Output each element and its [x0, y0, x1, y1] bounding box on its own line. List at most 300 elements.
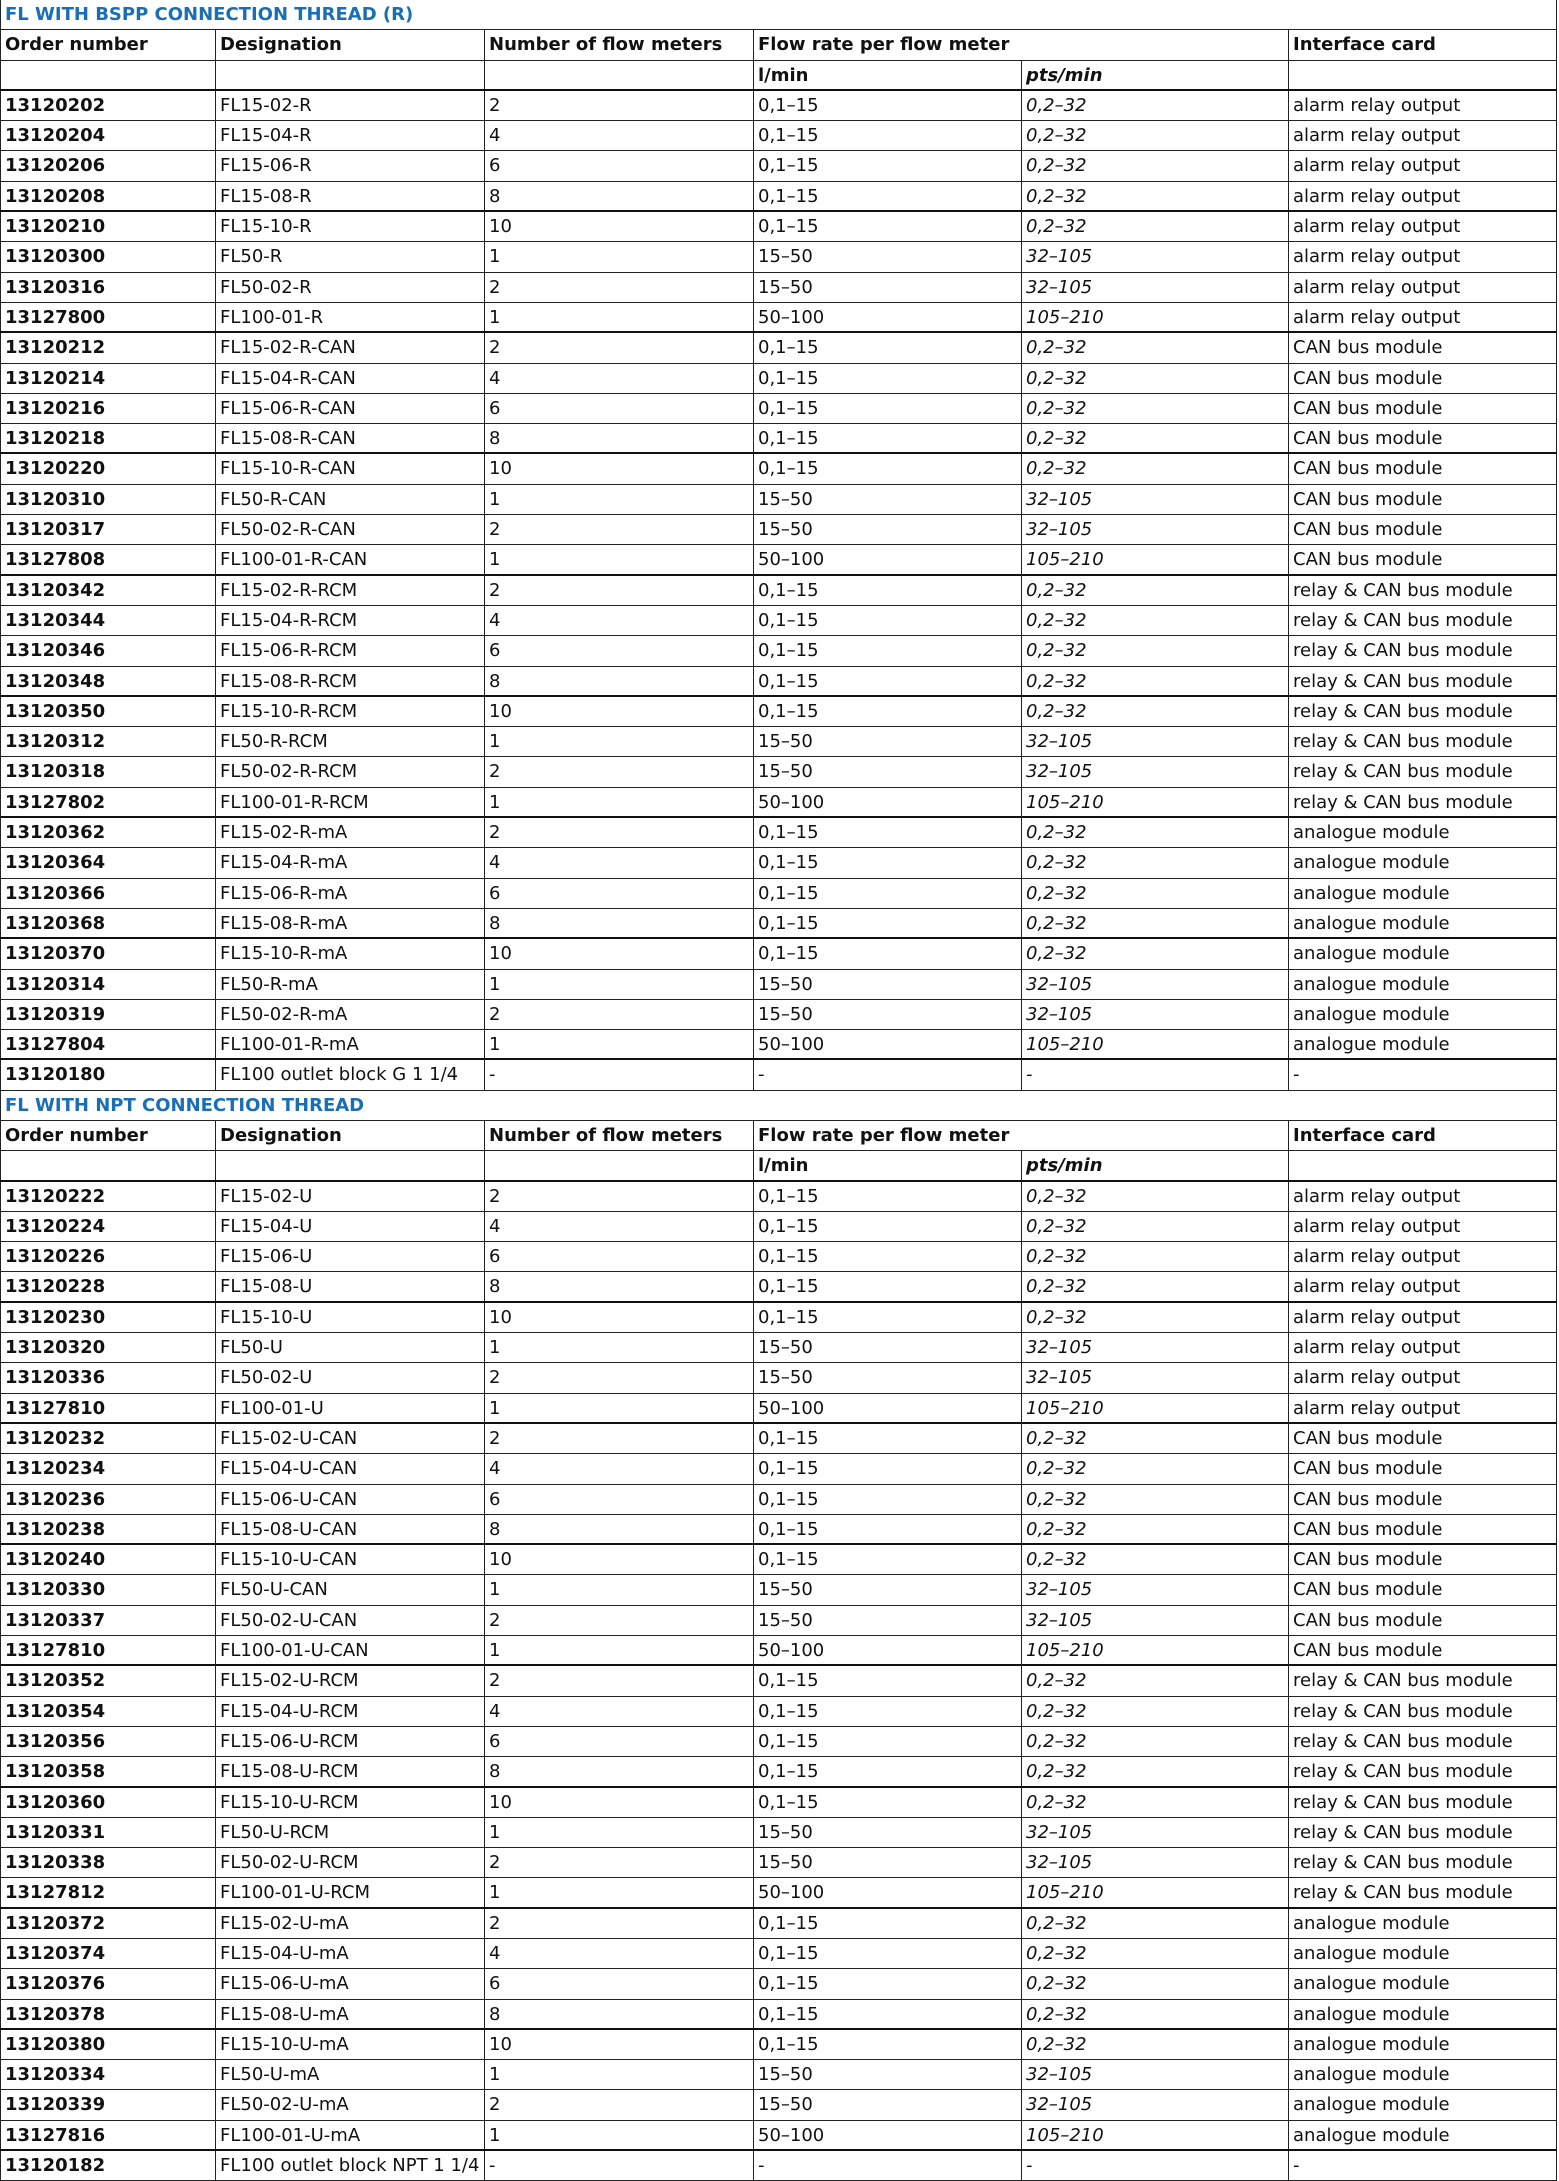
designation: FL15-04-U-mA — [216, 1939, 485, 1968]
interface-card: CAN bus module — [1289, 515, 1557, 544]
interface-card: relay & CAN bus module — [1289, 697, 1557, 726]
flow-meter-count: 4 — [485, 1697, 754, 1726]
order-number: 13120362 — [0, 818, 216, 847]
flow-rate-pts: 0,2–32 — [1022, 1909, 1289, 1938]
order-number: 13120314 — [0, 970, 216, 999]
designation: FL50-02-U-mA — [216, 2090, 485, 2119]
col-header-designation: Designation — [216, 1121, 485, 1150]
designation: FL15-02-U-mA — [216, 1909, 485, 1938]
unit-empty — [485, 1151, 754, 1179]
interface-card: relay & CAN bus module — [1289, 1697, 1557, 1726]
flow-rate-lmin: 15–50 — [754, 1848, 1022, 1877]
flow-rate-lmin: 0,1–15 — [754, 1909, 1022, 1938]
flow-meter-count: 2 — [485, 333, 754, 362]
table-row — [0, 2030, 1557, 2060]
flow-meter-count: 2 — [485, 273, 754, 302]
table-row — [0, 273, 1557, 303]
designation: FL50-U — [216, 1333, 485, 1362]
flow-rate-lmin: 0,1–15 — [754, 1242, 1022, 1271]
interface-card: analogue module — [1289, 2000, 1557, 2028]
flow-rate-pts: 0,2–32 — [1022, 1545, 1289, 1574]
flow-rate-pts: 0,2–32 — [1022, 151, 1289, 180]
flow-rate-pts: 0,2–32 — [1022, 1303, 1289, 1332]
designation: FL50-R-mA — [216, 970, 485, 999]
designation: FL15-02-R — [216, 91, 485, 120]
interface-card: relay & CAN bus module — [1289, 1788, 1557, 1817]
designation: FL15-10-U — [216, 1303, 485, 1332]
order-number: 13120300 — [0, 242, 216, 271]
flow-rate-pts: 0,2–32 — [1022, 1182, 1289, 1211]
designation: FL15-10-R — [216, 212, 485, 241]
table-row — [0, 939, 1557, 969]
flow-rate-lmin: 50–100 — [754, 1636, 1022, 1664]
flow-rate-lmin: 15–50 — [754, 242, 1022, 271]
order-number: 13120364 — [0, 848, 216, 877]
flow-rate-lmin: 0,1–15 — [754, 606, 1022, 635]
flow-rate-lmin: 0,1–15 — [754, 939, 1022, 968]
flow-rate-lmin: 0,1–15 — [754, 91, 1022, 120]
flow-rate-pts: 0,2–32 — [1022, 91, 1289, 120]
flow-meter-count: 8 — [485, 909, 754, 937]
interface-card: analogue module — [1289, 848, 1557, 877]
flow-rate-pts: 32–105 — [1022, 970, 1289, 999]
order-number: 13120212 — [0, 333, 216, 362]
flow-rate-lmin: 0,1–15 — [754, 697, 1022, 726]
table-row — [0, 1697, 1557, 1727]
flow-rate-pts: 32–105 — [1022, 2060, 1289, 2089]
flow-meter-count: 6 — [485, 1969, 754, 1998]
flow-meter-count: 10 — [485, 1788, 754, 1817]
table-row — [0, 970, 1557, 1000]
flow-meter-count: 6 — [485, 1485, 754, 1514]
flow-rate-lmin: 50–100 — [754, 303, 1022, 331]
header-row — [0, 30, 1557, 60]
flow-rate-lmin: 15–50 — [754, 1818, 1022, 1847]
designation: FL15-02-R-CAN — [216, 333, 485, 362]
flow-meter-count: 1 — [485, 242, 754, 271]
flow-rate-pts: - — [1022, 2151, 1289, 2180]
flow-rate-pts: 0,2–32 — [1022, 1697, 1289, 1726]
order-number: 13120336 — [0, 1363, 216, 1392]
flow-rate-lmin: 15–50 — [754, 970, 1022, 999]
interface-card: alarm relay output — [1289, 1182, 1557, 1211]
flow-meter-count: 10 — [485, 1303, 754, 1332]
designation: FL50-R — [216, 242, 485, 271]
flow-meter-count: 4 — [485, 848, 754, 877]
flow-meter-count: 10 — [485, 697, 754, 726]
interface-card: alarm relay output — [1289, 1363, 1557, 1392]
flow-rate-lmin: 0,1–15 — [754, 1666, 1022, 1695]
interface-card: CAN bus module — [1289, 1606, 1557, 1635]
flow-meter-count: 1 — [485, 303, 754, 331]
flow-meter-count: 4 — [485, 364, 754, 393]
flow-meter-count: 10 — [485, 2030, 754, 2059]
flow-rate-pts: - — [1022, 1060, 1289, 1089]
flow-rate-pts: 105–210 — [1022, 1394, 1289, 1422]
order-number: 13120354 — [0, 1697, 216, 1726]
interface-card: - — [1289, 2151, 1557, 2180]
flow-rate-pts: 32–105 — [1022, 1818, 1289, 1847]
flow-rate-lmin: 0,1–15 — [754, 636, 1022, 665]
flow-rate-lmin: 50–100 — [754, 788, 1022, 816]
designation: FL100-01-R-mA — [216, 1030, 485, 1058]
flow-rate-lmin: 0,1–15 — [754, 2000, 1022, 2028]
flow-rate-lmin: 0,1–15 — [754, 454, 1022, 483]
designation: FL15-08-U-RCM — [216, 1757, 485, 1785]
flow-meter-count: 8 — [485, 424, 754, 452]
table-row — [0, 2151, 1557, 2181]
designation: FL50-U-CAN — [216, 1575, 485, 1604]
interface-card: analogue module — [1289, 2030, 1557, 2059]
unit-empty — [0, 1151, 216, 1179]
flow-rate-lmin: - — [754, 2151, 1022, 2180]
designation: FL15-02-U — [216, 1182, 485, 1211]
flow-rate-lmin: 15–50 — [754, 1363, 1022, 1392]
designation: FL15-06-R-RCM — [216, 636, 485, 665]
section-title: FL WITH NPT CONNECTION THREAD — [0, 1091, 1557, 1121]
table-row — [0, 1394, 1557, 1424]
flow-rate-lmin: 15–50 — [754, 485, 1022, 514]
order-number: 13120214 — [0, 364, 216, 393]
flow-meter-count: 2 — [485, 91, 754, 120]
table-row — [0, 1757, 1557, 1787]
order-number: 13120208 — [0, 182, 216, 210]
table-row — [0, 1939, 1557, 1969]
table-row — [0, 909, 1557, 939]
flow-rate-lmin: 0,1–15 — [754, 1454, 1022, 1483]
table-row — [0, 1242, 1557, 1272]
interface-card: relay & CAN bus module — [1289, 788, 1557, 816]
flow-rate-pts: 32–105 — [1022, 1575, 1289, 1604]
flow-rate-lmin: 0,1–15 — [754, 394, 1022, 423]
table-row — [0, 1424, 1557, 1454]
flow-meter-count: 4 — [485, 606, 754, 635]
flow-rate-pts: 0,2–32 — [1022, 909, 1289, 937]
flow-rate-pts: 0,2–32 — [1022, 818, 1289, 847]
flow-rate-lmin: 0,1–15 — [754, 848, 1022, 877]
flow-meter-count: 1 — [485, 1818, 754, 1847]
header-row — [0, 1121, 1557, 1151]
table-row — [0, 2060, 1557, 2090]
table-row — [0, 1454, 1557, 1484]
flow-meter-count: 8 — [485, 1757, 754, 1785]
flow-rate-pts: 0,2–32 — [1022, 1424, 1289, 1453]
table-row — [0, 1666, 1557, 1696]
unit-empty — [0, 61, 216, 89]
table-row — [0, 545, 1557, 575]
flow-meter-count: 6 — [485, 1242, 754, 1271]
flow-rate-pts: 0,2–32 — [1022, 1757, 1289, 1785]
interface-card: relay & CAN bus module — [1289, 1666, 1557, 1695]
table-row — [0, 1060, 1557, 1090]
flow-rate-lmin: 0,1–15 — [754, 1727, 1022, 1756]
col-header-designation: Designation — [216, 30, 485, 59]
interface-card: relay & CAN bus module — [1289, 1818, 1557, 1847]
flow-rate-lmin: 0,1–15 — [754, 1182, 1022, 1211]
interface-card: alarm relay output — [1289, 91, 1557, 120]
designation: FL15-10-R-RCM — [216, 697, 485, 726]
order-number: 13120220 — [0, 454, 216, 483]
flow-rate-lmin: 0,1–15 — [754, 1272, 1022, 1300]
interface-card: relay & CAN bus module — [1289, 1848, 1557, 1877]
interface-card: relay & CAN bus module — [1289, 1727, 1557, 1756]
flow-rate-pts: 0,2–32 — [1022, 454, 1289, 483]
table-row — [0, 606, 1557, 636]
interface-card: CAN bus module — [1289, 333, 1557, 362]
designation: FL50-02-R-RCM — [216, 757, 485, 786]
table-row — [0, 364, 1557, 394]
col-header-flow-rate: Flow rate per flow meter — [754, 30, 1289, 59]
order-number: 13127810 — [0, 1394, 216, 1422]
interface-card: relay & CAN bus module — [1289, 606, 1557, 635]
flow-meter-count: 6 — [485, 636, 754, 665]
table-row — [0, 1909, 1557, 1939]
flow-rate-lmin: 0,1–15 — [754, 333, 1022, 362]
table-row — [0, 1000, 1557, 1030]
designation: FL50-R-CAN — [216, 485, 485, 514]
designation: FL15-10-R-CAN — [216, 454, 485, 483]
designation: FL15-08-R-RCM — [216, 667, 485, 695]
interface-card: relay & CAN bus module — [1289, 757, 1557, 786]
designation: FL15-04-R-mA — [216, 848, 485, 877]
designation: FL100-01-U-CAN — [216, 1636, 485, 1664]
table-row — [0, 242, 1557, 272]
interface-card: CAN bus module — [1289, 1454, 1557, 1483]
unit-empty — [216, 1151, 485, 1179]
table-row — [0, 1515, 1557, 1545]
designation: FL100-01-R — [216, 303, 485, 331]
flow-meter-count: 2 — [485, 818, 754, 847]
flow-meter-count: 1 — [485, 1878, 754, 1906]
flow-rate-lmin: 50–100 — [754, 1878, 1022, 1906]
col-header-flow-meters: Number of flow meters — [485, 30, 754, 59]
flow-rate-pts: 0,2–32 — [1022, 606, 1289, 635]
table-row — [0, 394, 1557, 424]
order-number: 13120230 — [0, 1303, 216, 1332]
table-row — [0, 1969, 1557, 1999]
designation: FL100 outlet block G 1 1/4 — [216, 1060, 485, 1089]
table-row — [0, 1848, 1557, 1878]
table-row — [0, 788, 1557, 818]
flow-rate-pts: 0,2–32 — [1022, 1515, 1289, 1543]
designation: FL100-01-R-CAN — [216, 545, 485, 573]
flow-rate-lmin: 50–100 — [754, 2121, 1022, 2149]
designation: FL50-U-RCM — [216, 1818, 485, 1847]
order-number: 13120334 — [0, 2060, 216, 2089]
order-number: 13120232 — [0, 1424, 216, 1453]
flow-rate-lmin: 0,1–15 — [754, 667, 1022, 695]
flow-rate-lmin: 50–100 — [754, 1394, 1022, 1422]
interface-card: analogue module — [1289, 939, 1557, 968]
flow-meter-count: 8 — [485, 2000, 754, 2028]
flow-rate-lmin: 0,1–15 — [754, 1303, 1022, 1332]
designation: FL50-U-mA — [216, 2060, 485, 2089]
flow-rate-pts: 0,2–32 — [1022, 1727, 1289, 1756]
table-row — [0, 1182, 1557, 1212]
table-row — [0, 182, 1557, 212]
flow-meter-count: 10 — [485, 454, 754, 483]
flow-meter-count: 2 — [485, 1363, 754, 1392]
interface-card: CAN bus module — [1289, 485, 1557, 514]
designation: FL15-02-U-RCM — [216, 1666, 485, 1695]
designation: FL15-02-R-RCM — [216, 576, 485, 605]
flow-rate-pts: 0,2–32 — [1022, 424, 1289, 452]
flow-meter-count: 8 — [485, 667, 754, 695]
table-row — [0, 818, 1557, 848]
designation: FL15-08-U-mA — [216, 2000, 485, 2028]
flow-rate-pts: 32–105 — [1022, 273, 1289, 302]
order-number: 13120182 — [0, 2151, 216, 2180]
col-header-flow-rate: Flow rate per flow meter — [754, 1121, 1289, 1150]
flow-meter-count: 4 — [485, 1454, 754, 1483]
table-row — [0, 2090, 1557, 2120]
table-row — [0, 1878, 1557, 1908]
flow-rate-pts: 0,2–32 — [1022, 364, 1289, 393]
interface-card: relay & CAN bus module — [1289, 636, 1557, 665]
order-number: 13120338 — [0, 1848, 216, 1877]
designation: FL15-06-U-RCM — [216, 1727, 485, 1756]
table-row — [0, 576, 1557, 606]
flow-rate-lmin: 0,1–15 — [754, 212, 1022, 241]
designation: FL100-01-U — [216, 1394, 485, 1422]
flow-meter-count: 2 — [485, 2090, 754, 2119]
order-number: 13120310 — [0, 485, 216, 514]
flow-rate-pts: 105–210 — [1022, 788, 1289, 816]
flow-meter-count: 8 — [485, 1272, 754, 1300]
flow-rate-lmin: 15–50 — [754, 2090, 1022, 2119]
designation: FL15-08-U-CAN — [216, 1515, 485, 1543]
order-number: 13120210 — [0, 212, 216, 241]
order-number: 13120344 — [0, 606, 216, 635]
flow-rate-pts: 0,2–32 — [1022, 212, 1289, 241]
flow-rate-lmin: 0,1–15 — [754, 182, 1022, 210]
table-row — [0, 1575, 1557, 1605]
flow-rate-lmin: 0,1–15 — [754, 576, 1022, 605]
flow-meter-count: 2 — [485, 576, 754, 605]
order-number: 13127802 — [0, 788, 216, 816]
flow-meter-count: 1 — [485, 2121, 754, 2149]
table-row — [0, 212, 1557, 242]
flow-meter-count: 2 — [485, 1000, 754, 1029]
unit-row — [0, 1151, 1557, 1181]
flow-rate-pts: 105–210 — [1022, 545, 1289, 573]
interface-card: analogue module — [1289, 2121, 1557, 2149]
order-number: 13120376 — [0, 1969, 216, 1998]
designation: FL100 outlet block NPT 1 1/4 — [216, 2151, 485, 2180]
flow-rate-lmin: 15–50 — [754, 1333, 1022, 1362]
flow-meter-count: 1 — [485, 1394, 754, 1422]
table-row — [0, 333, 1557, 363]
col-header-order-number: Order number — [0, 30, 216, 59]
interface-card: alarm relay output — [1289, 303, 1557, 331]
interface-card: analogue module — [1289, 2060, 1557, 2089]
table-row — [0, 667, 1557, 697]
flow-rate-pts: 105–210 — [1022, 1030, 1289, 1058]
interface-card: - — [1289, 1060, 1557, 1089]
flow-meter-count: 6 — [485, 1727, 754, 1756]
flow-rate-pts: 0,2–32 — [1022, 1212, 1289, 1241]
flow-meter-count: 2 — [485, 1909, 754, 1938]
designation: FL15-10-U-RCM — [216, 1788, 485, 1817]
interface-card: relay & CAN bus module — [1289, 1878, 1557, 1906]
interface-card: alarm relay output — [1289, 1303, 1557, 1332]
flow-rate-lmin: 0,1–15 — [754, 1788, 1022, 1817]
designation: FL15-02-U-CAN — [216, 1424, 485, 1453]
flow-rate-lmin: 15–50 — [754, 515, 1022, 544]
order-number: 13120224 — [0, 1212, 216, 1241]
flow-rate-lmin: 0,1–15 — [754, 1545, 1022, 1574]
table-row — [0, 1272, 1557, 1302]
interface-card: alarm relay output — [1289, 273, 1557, 302]
table-row — [0, 91, 1557, 121]
order-number: 13120202 — [0, 91, 216, 120]
designation: FL15-04-R — [216, 121, 485, 150]
interface-card: alarm relay output — [1289, 1272, 1557, 1300]
flow-rate-lmin: 15–50 — [754, 727, 1022, 756]
interface-card: CAN bus module — [1289, 545, 1557, 573]
designation: FL15-06-R-CAN — [216, 394, 485, 423]
interface-card: analogue module — [1289, 1969, 1557, 1998]
flow-meter-count: 2 — [485, 1606, 754, 1635]
order-number: 13120350 — [0, 697, 216, 726]
table-row — [0, 1485, 1557, 1515]
designation: FL15-08-U — [216, 1272, 485, 1300]
table-row — [0, 1363, 1557, 1393]
interface-card: alarm relay output — [1289, 151, 1557, 180]
order-number: 13120370 — [0, 939, 216, 968]
col-header-interface-card: Interface card — [1289, 30, 1557, 59]
flow-rate-pts: 0,2–32 — [1022, 394, 1289, 423]
flow-rate-pts: 0,2–32 — [1022, 1788, 1289, 1817]
interface-card: CAN bus module — [1289, 454, 1557, 483]
flow-rate-lmin: 15–50 — [754, 1000, 1022, 1029]
flow-rate-pts: 0,2–32 — [1022, 636, 1289, 665]
order-number: 13120366 — [0, 879, 216, 908]
unit-lmin: l/min — [754, 1151, 1022, 1179]
flow-meter-count: 1 — [485, 1333, 754, 1362]
flow-rate-lmin: 0,1–15 — [754, 364, 1022, 393]
order-number: 13120380 — [0, 2030, 216, 2059]
interface-card: alarm relay output — [1289, 1242, 1557, 1271]
unit-row — [0, 61, 1557, 91]
flow-meter-count: 4 — [485, 121, 754, 150]
flow-rate-lmin: 0,1–15 — [754, 121, 1022, 150]
flow-rate-lmin: 0,1–15 — [754, 879, 1022, 908]
flow-rate-lmin: 15–50 — [754, 2060, 1022, 2089]
order-number: 13120236 — [0, 1485, 216, 1514]
order-number: 13127808 — [0, 545, 216, 573]
flow-rate-lmin: 0,1–15 — [754, 1424, 1022, 1453]
interface-card: CAN bus module — [1289, 1575, 1557, 1604]
flow-rate-pts: 0,2–32 — [1022, 182, 1289, 210]
flow-meter-count: 2 — [485, 515, 754, 544]
table-row — [0, 121, 1557, 151]
order-number: 13120316 — [0, 273, 216, 302]
interface-card: relay & CAN bus module — [1289, 667, 1557, 695]
flow-rate-lmin: 0,1–15 — [754, 1939, 1022, 1968]
designation: FL15-02-R-mA — [216, 818, 485, 847]
order-number: 13127816 — [0, 2121, 216, 2149]
flow-rate-pts: 32–105 — [1022, 485, 1289, 514]
order-number: 13127812 — [0, 1878, 216, 1906]
order-number: 13120330 — [0, 1575, 216, 1604]
flow-rate-pts: 0,2–32 — [1022, 2030, 1289, 2059]
designation: FL100-01-U-mA — [216, 2121, 485, 2149]
unit-empty — [485, 61, 754, 89]
table-row — [0, 303, 1557, 333]
table-row — [0, 485, 1557, 515]
interface-card: CAN bus module — [1289, 424, 1557, 452]
